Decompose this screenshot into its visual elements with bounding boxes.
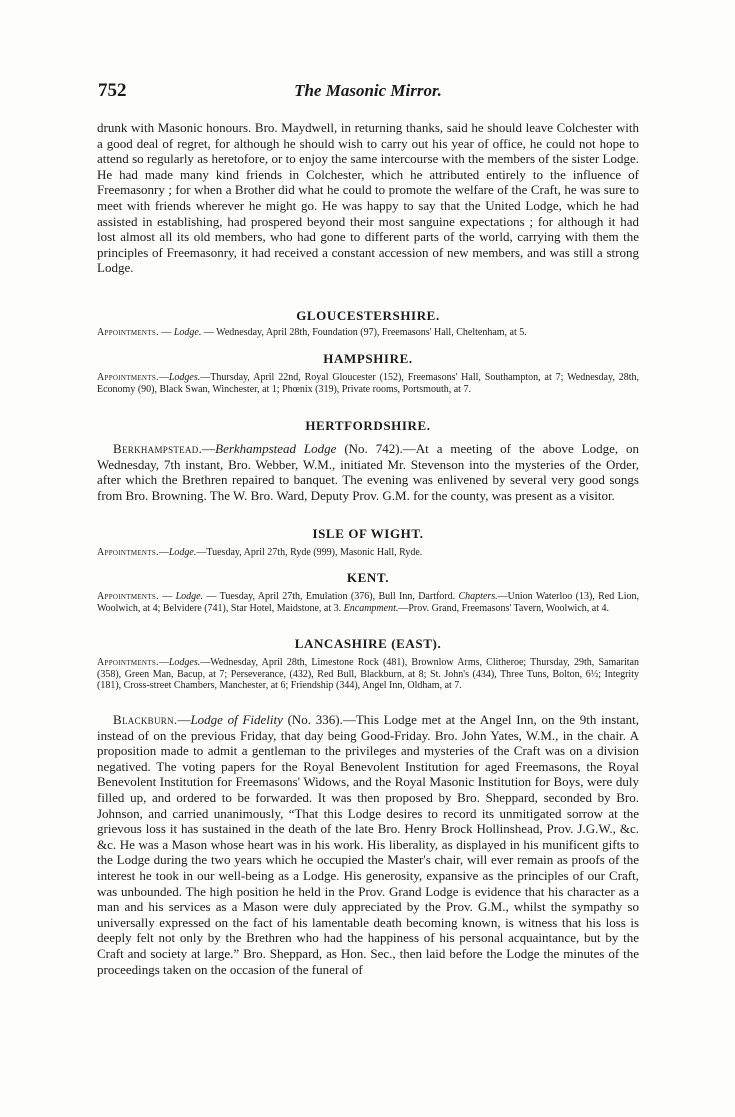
heading-kent: KENT. [346, 570, 390, 585]
separator: — [158, 547, 169, 558]
appointment-kind: Lodges. [168, 657, 201, 668]
appointments-label: Appointments. [97, 591, 159, 602]
report-text: (No. 742).—At a meeting of the above Lodge, on Wednesday, 7th instant, Bro. Webber, W.M., initiated Mr. Stevenson into the mysteries of the Order, after which the Brethren repaired to banquet. The evening was enlivened by several very good songs from Bro. Browning. The W. Bro. Ward, Deputy Prov. G.M. for the county, was present as a visitor. [97, 441, 639, 503]
appointment-text: —Tuesday, April 27th, Ryde (999), Masonic Hall, Ryde. [196, 547, 423, 558]
separator: — [202, 441, 216, 456]
separator: — [158, 591, 176, 602]
appointments-hampshire [97, 372, 639, 395]
appointment-kind: Encampment. [343, 602, 399, 614]
appointment-kind: Lodge. [175, 591, 204, 602]
appointments-kent [97, 591, 639, 614]
appointments-gloucestershire [97, 327, 639, 339]
appointments-isle-of-wight [97, 547, 639, 559]
appointment-text: —Prov. Grand, Freemasons' Tavern, Woolwich, at 4. [398, 602, 609, 614]
appointment-text: —Thursday, April 22nd, Royal Gloucester (152), Freemasons' Hall, Southampton, at 7; Wednesday, 28th, Economy (90), Black Swan, Winchester, at 1; Phœnix (319), Private rooms, Portsmouth, at 7. [97, 372, 639, 395]
running-title: The Masonic Mirror. [294, 81, 442, 100]
appointment-text: —Union Waterloo (13), Red Lion, Woolwich, at 4; Belvidere (741), Star Hotel, Maidstone, at 3. [97, 591, 639, 614]
appointment-text: — Tuesday, April 27th, Emulation (376), Bull Inn, Dartford. [203, 591, 459, 602]
separator: — [158, 657, 169, 668]
appointment-kind: Lodges. [168, 372, 201, 383]
report-place: Berkhampstead. [113, 441, 203, 456]
separator: — [158, 372, 169, 383]
separator: — [177, 712, 191, 727]
report-berkhampstead [97, 441, 639, 503]
appointment-text: —Wednesday, April 28th, Limestone Rock (481), Brownlow Arms, Clitheroe; Thursday, 29th, Samaritan (358), Green Man, Bacup, at 7; Perseverance, (432), Red Bull, Blackburn, at 8; St. John's (434), Three Tuns, Bolton, 6½; Integrity (181), Cross-street Chambers, Manchester, at 6; Friendship (344), Angel Inn, Oldham, at 7. [97, 657, 639, 692]
heading-lancashire-east: LANCASHIRE (EAST). [294, 636, 442, 651]
appointment-kind: Lodge. [173, 327, 202, 338]
continued-paragraph: drunk with Masonic honours. Bro. Maydwell, in returning thanks, said he should leave Colchester with a good deal of regret, for although he should wish to carry out his year of office, he could not hope to attend so regularly as heretofore, or to enjoy the same intercourse with the members of the sister Lodge. He had made many kind friends in Colchester, which he attributed entirely to the influence of Freemasonry ; for when a Brother did what he could to promote the welfare of the Craft, he was sure to meet with friends wherever he might go. He was happy to say that the United Lodge, which he had assisted in establishing, had prospered beyond their most sanguine expectations ; for although it had lost almost all its old members, who had gone to different parts of the world, carrying with them the principles of Freemasonry, it had received a constant accession of new members, and was still a strong Lodge. [97, 120, 639, 276]
page-header [98, 80, 638, 106]
appointment-kind: Chapters. [458, 591, 498, 602]
report-blackburn [97, 712, 639, 977]
heading-hertfordshire: HERTFORDSHIRE. [305, 418, 431, 433]
appointments-label: Appointments. [97, 547, 159, 558]
appointment-kind: Lodge. [168, 547, 197, 558]
heading-isle-of-wight: ISLE OF WIGHT. [312, 526, 424, 541]
report-lodge: Lodge of Fidelity [190, 712, 283, 727]
report-place: Blackburn. [113, 712, 178, 727]
report-text: (No. 336).—This Lodge met at the Angel Inn, on the 9th instant, instead of on the previous Friday, that day being Good-Friday. Bro. John Yates, W.M., in the chair. A proposition made to admit a gentleman to the privileges and mysteries of the Craft was on a division negatived. The voting papers for the Royal Benevolent Institution for aged Freemasons, the Royal Benevolent Institution for Freemasons' Widows, and the Royal Masonic Institution for Boys, were duly filled up, and ordered to be forwarded. It was then proposed by Bro. Sheppard, seconded by Bro. Johnson, and carried unanimously, “That this Lodge desires to record its unmitigated sorrow at the grievous loss it has sustained in the death of the late Bro. Henry Brock Hollinshead, Prov. J.G.W., &c. &c. He was a Mason whose heart was in his work. His liberality, as displayed in his munificent gifts to the Lodge during the two years which he occupied the Master's chair, will ever remain as proofs of the interest he took in our well-being as a Lodge. His generosity, expansive as the principles of our Craft, was unbounded. The high position he held in the Prov. Grand Lodge is evidence that his character as a man and his services as a Mason were duly appreciated by the Prov. G.M., whilst the sympathy so universally expressed on the fact of his lamentable death becoming known, is witness that his loss is deeply felt not only by the Brethren who had the happiness of his personal acquaintance, but by the Craft and society at large.” Bro. Sheppard, as Hon. Sec., then laid before the Lodge the minutes of the proceedings taken on the occasion of the funeral of [97, 712, 639, 977]
appointments-label: Appointments. [97, 372, 159, 383]
heading-hampshire: HAMPSHIRE. [323, 351, 413, 366]
heading-gloucestershire: GLOUCESTERSHIRE. [296, 308, 440, 323]
separator: — [158, 327, 174, 338]
appointments-label: Appointments. [97, 657, 159, 668]
appointments-lancashire-east [97, 657, 639, 692]
appointment-text: — Wednesday, April 28th, Foundation (97), Freemasons' Hall, Cheltenham, at 5. [201, 327, 527, 338]
appointments-label: Appointments. [97, 327, 159, 338]
page-number: 752 [98, 80, 127, 101]
report-lodge: Berkhampstead Lodge [215, 441, 337, 456]
